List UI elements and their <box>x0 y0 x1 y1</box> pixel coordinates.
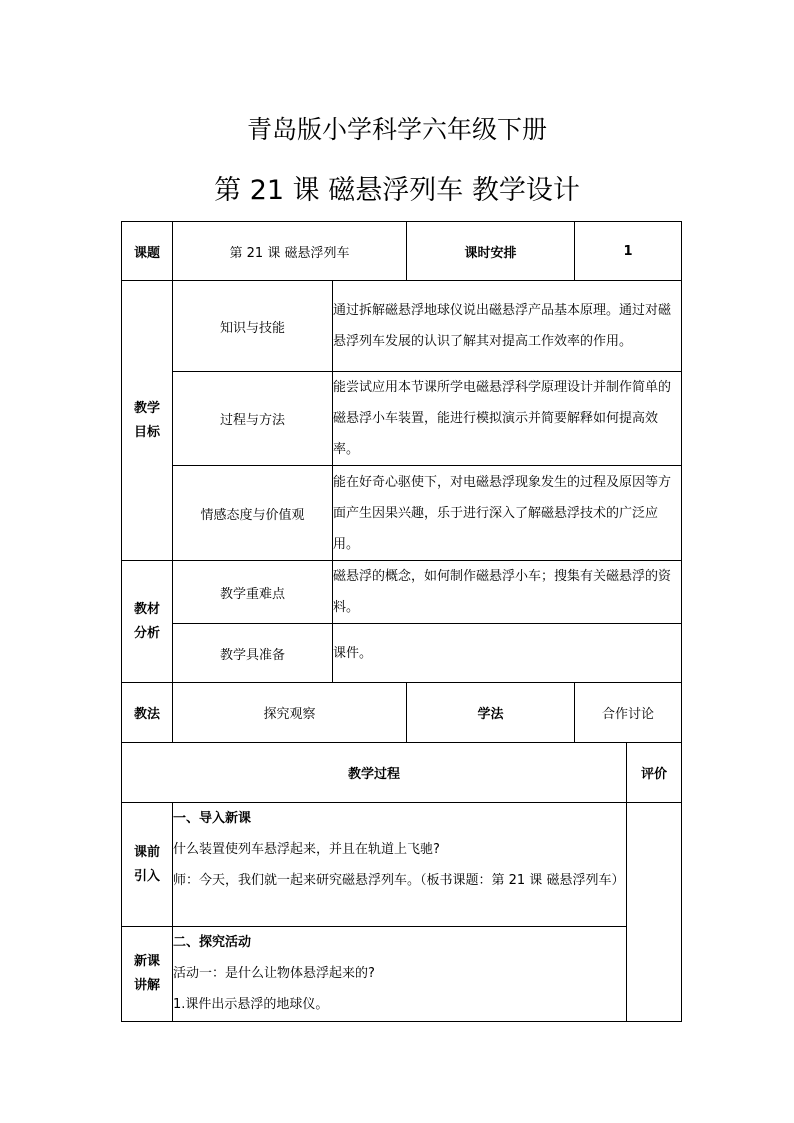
analysis-name-materials: 教学具准备 <box>173 624 333 683</box>
goal-name-attitude: 情感态度与价值观 <box>173 466 333 561</box>
stage2-line-1: 活动一：是什么让物体悬浮起来的? <box>173 966 375 981</box>
goal-name-knowledge: 知识与技能 <box>173 281 333 372</box>
goal-text-process: 能尝试应用本节课所学电磁悬浮科学原理设计并制作简单的磁悬浮小车装置，能进行模拟演示并简要解释如何提高效率。 <box>333 372 682 466</box>
stage2-label <box>122 927 173 1022</box>
document-title: 青岛版小学科学六年级下册 <box>246 115 547 144</box>
process-header: 教学过程 <box>122 743 627 803</box>
method-value: 探究观察 <box>173 683 407 743</box>
stage2-content <box>173 927 627 1022</box>
stage2-line-2: 1.课件出示悬浮的地球仪。 <box>173 997 329 1012</box>
periods-label: 课时安排 <box>407 222 575 281</box>
lesson-title: 第 21 课 磁悬浮列车 教学设计 <box>214 175 580 206</box>
study-label: 学法 <box>407 683 575 743</box>
goal-text-knowledge: 通过拆解磁悬浮地球仪说出磁悬浮产品基本原理。通过对磁悬浮列车发展的认识了解其对提高工作效率的作用。 <box>333 281 682 372</box>
goals-label <box>122 281 173 561</box>
lesson-plan-table <box>121 221 682 1022</box>
stage1-heading: 一、导入新课 <box>173 811 252 826</box>
analysis-name-keypoints: 教学重难点 <box>173 561 333 624</box>
stage1-line-1: 什么装置使列车悬浮起来，并且在轨道上飞驰? <box>173 842 440 857</box>
stage1-label <box>122 803 173 927</box>
analysis-text-materials: 课件。 <box>333 624 682 683</box>
evaluation-cell <box>627 803 682 1022</box>
goal-name-process: 过程与方法 <box>173 372 333 466</box>
goals-label-text: 教学目标 <box>133 400 160 440</box>
stage1-content <box>173 803 627 927</box>
study-value: 合作讨论 <box>575 683 682 743</box>
topic-label: 课题 <box>122 222 173 281</box>
analysis-text-keypoints: 磁悬浮的概念，如何制作磁悬浮小车；搜集有关磁悬浮的资料。 <box>333 561 682 624</box>
analysis-label <box>122 561 173 683</box>
goal-text-attitude: 能在好奇心驱使下，对电磁悬浮现象发生的过程及原因等方面产生因果兴趣，乐于进行深入了解磁悬浮技术的广泛应用。 <box>333 466 682 561</box>
analysis-label-text: 教材分析 <box>133 601 160 641</box>
stage2-heading: 二、探究活动 <box>173 935 252 950</box>
stage2-label-text: 新课讲解 <box>133 954 160 993</box>
method-label: 教法 <box>122 683 173 743</box>
stage1-label-text: 课前引入 <box>133 844 160 884</box>
periods-value: 1 <box>575 222 682 281</box>
stage1-line-2: 师：今天，我们就一起来研究磁悬浮列车。（板书课题：第 21 课 磁悬浮列车） <box>173 873 625 888</box>
topic-value: 第 21 课 磁悬浮列车 <box>173 222 407 281</box>
evaluation-header: 评价 <box>627 743 682 803</box>
